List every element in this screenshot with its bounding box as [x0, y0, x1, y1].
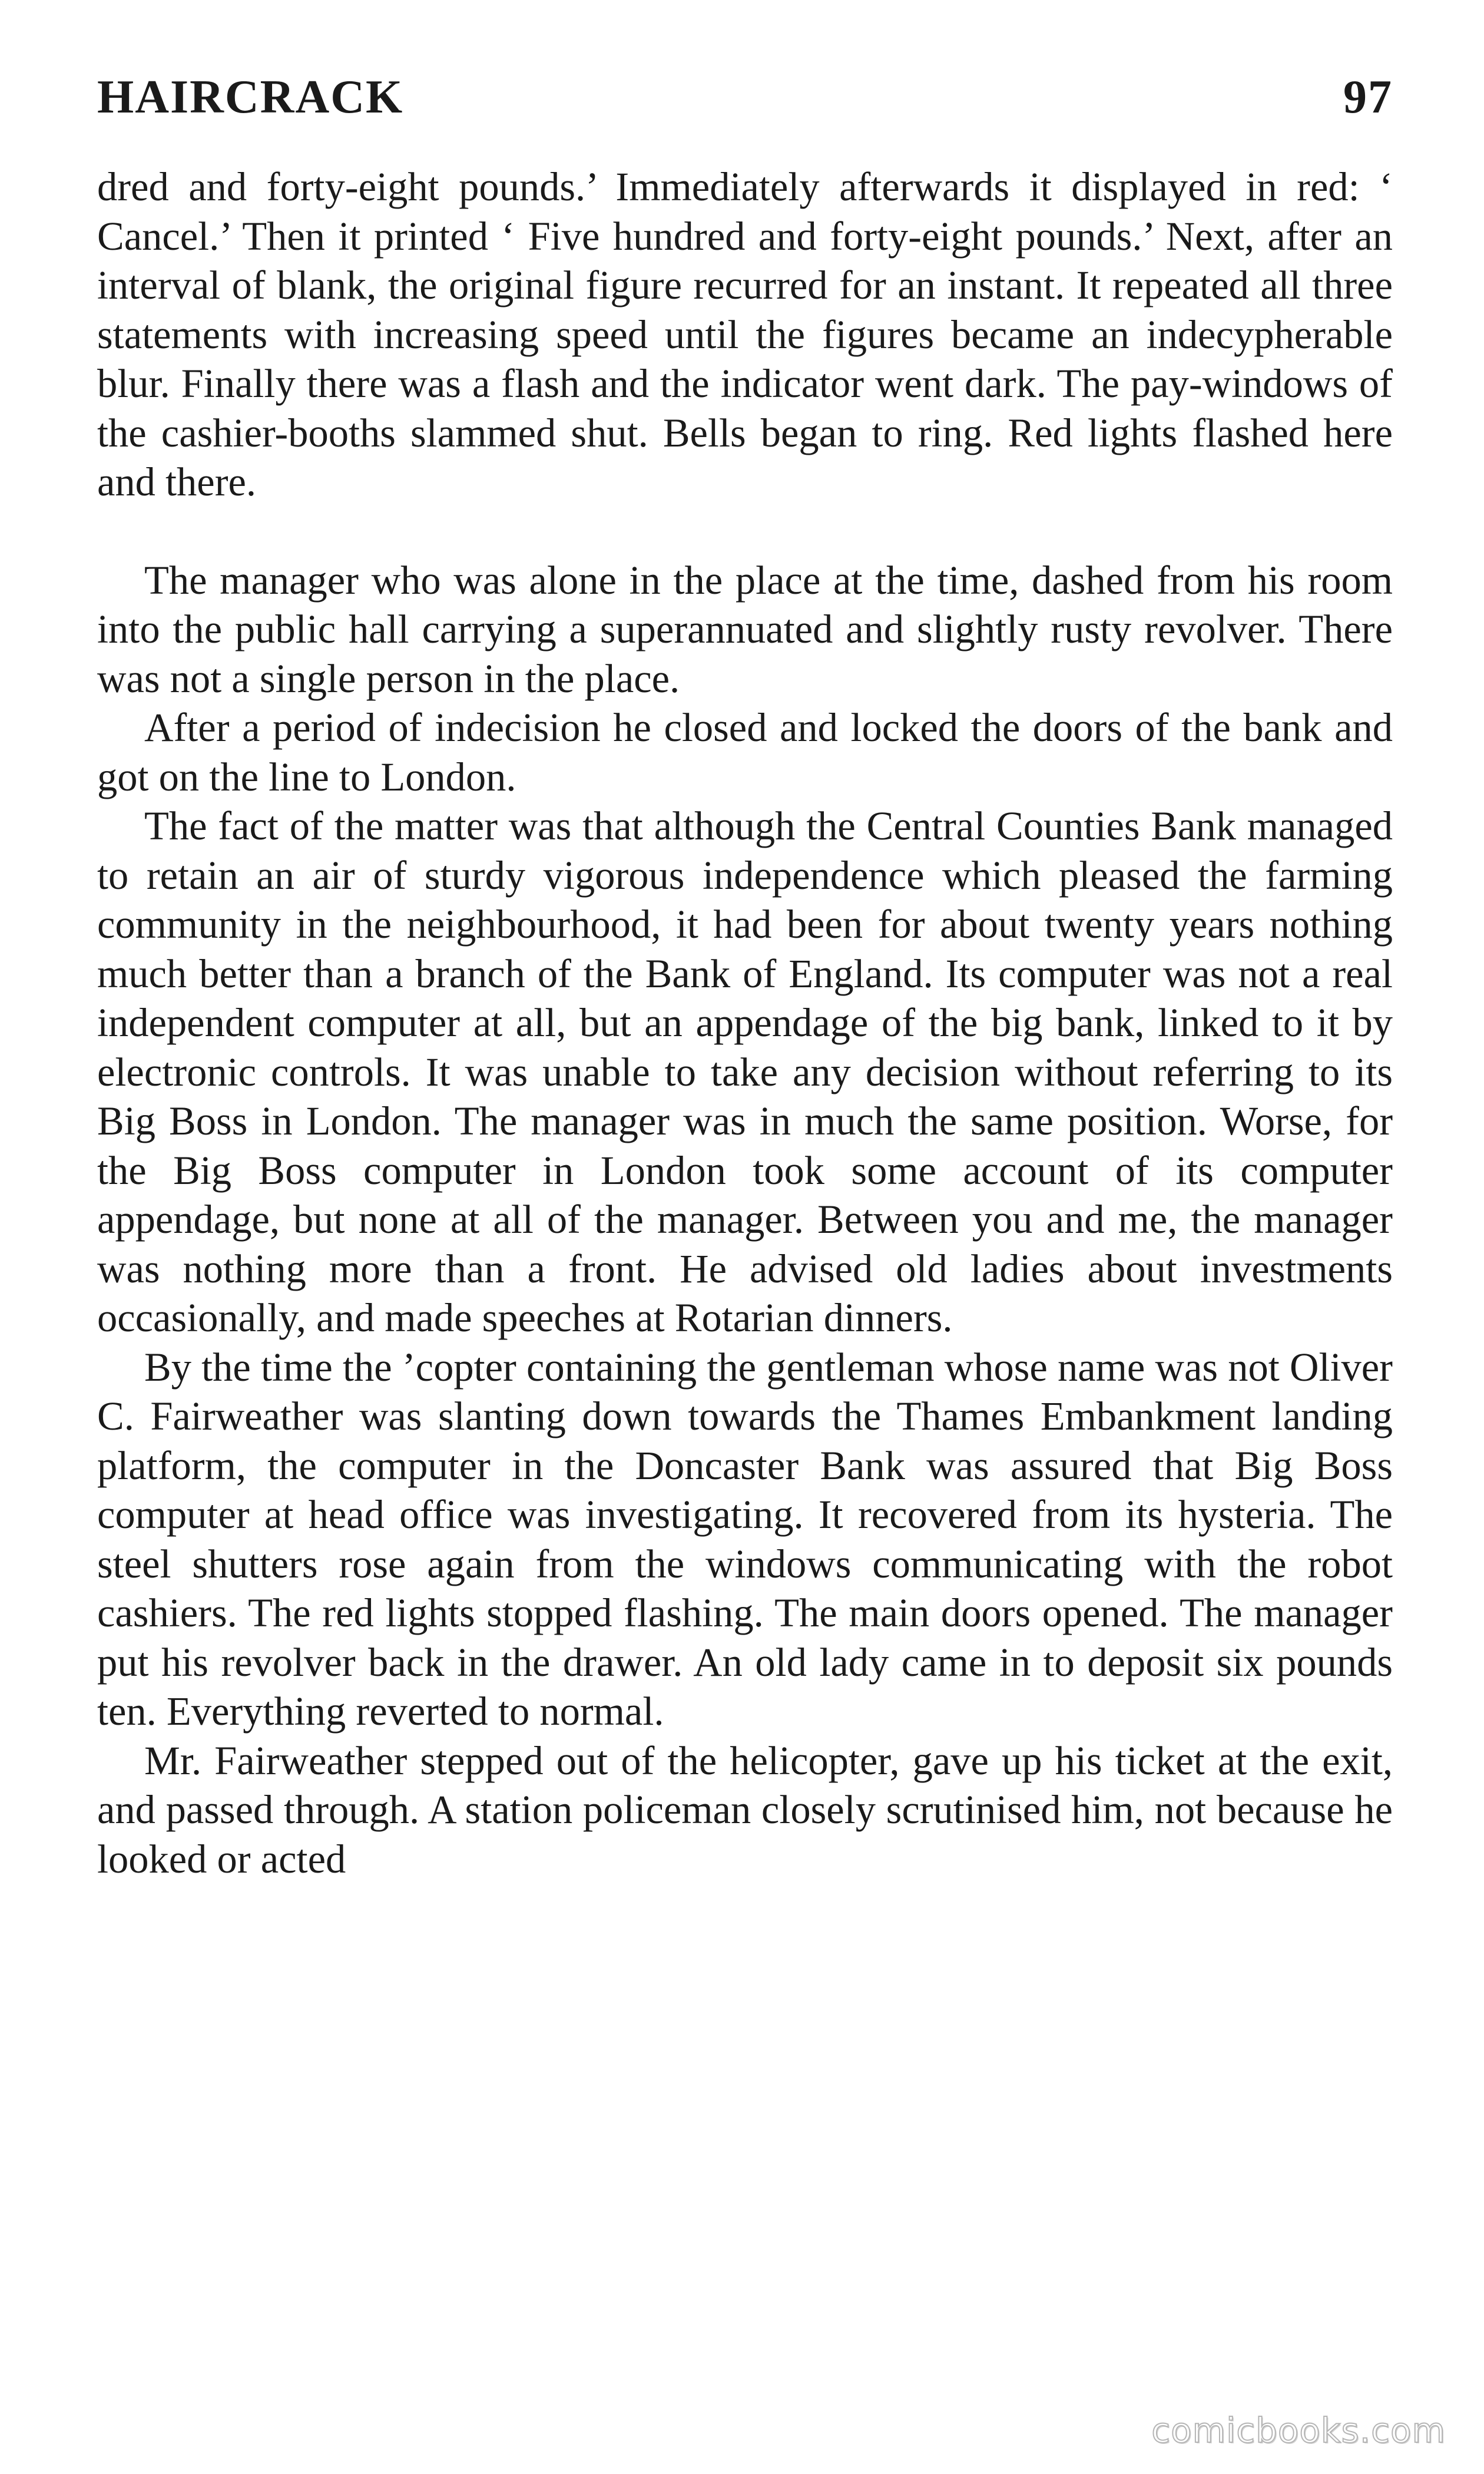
book-page: [97, 71, 1393, 1884]
page-number: 97: [1343, 71, 1393, 123]
watermark: comicbooks.com: [1151, 2410, 1446, 2450]
paragraph: By the time the ’copter containing the gentleman whose name was not Oliver C. Fairweather was slanting down towards the Thames Embankment landing platform, the computer in the Doncaster Bank was assured that Big Boss computer at head office was investigating. It recovered from its hysteria. The steel shutters rose again from the windows communicating with the robot cashiers. The red lights stopped flashing. The main doors opened. The manager put his revolver back in the drawer. An old lady came in to deposit six pounds ten. Everything reverted to normal.: [97, 1344, 1393, 1734]
paragraph: The fact of the matter was that although the Central Counties Bank managed to retain an air of sturdy vigorous independence which pleased the farming community in the neighbourhood, it had been for about twenty years nothing much better than a branch of the Bank of England. Its computer was not a real independent computer at all, but an appendage of the big bank, linked to it by electronic controls. It was unable to take any decision without referring to its Big Boss in London. The manager was in much the same position. Worse, for the Big Boss computer in London took some account of its computer appendage, but none at all of the manager. Between you and me, the manager was nothing more than a front. He advised old ladies about investments occasionally, and made speeches at Rotarian dinners.: [97, 803, 1393, 1340]
paragraph: Mr. Fairweather stepped out of the helicopter, gave up his ticket at the exit, and passed through. A station policeman closely scrutinised him, not because he looked or acted: [97, 1738, 1393, 1881]
running-title: HAIRCRACK: [97, 71, 404, 123]
paragraph-continuation: dred and forty-eight pounds.’ Immediately afterwards it displayed in red: ‘ Cancel.’ Then it printed ‘ Five hundred and forty-eight pounds.’ Next, after an interval of blank, the original figure recurred for an instant. It repeated all three statements with increasing speed until the figures became an indecypherable blur. Finally there was a flash and the indicator went dark. The pay-windows of the cashier-booths slammed shut. Bells began to ring. Red lights flashed here and there.: [97, 164, 1393, 504]
paragraph: The manager who was alone in the place at the time, dashed from his room into the public hall carrying a superannuated and slightly rusty revolver. There was not a single person in the place.: [97, 557, 1393, 701]
running-head: [97, 71, 1393, 141]
body-text: [97, 163, 1393, 1884]
paragraph: After a period of indecision he closed and locked the doors of the bank and got on the line to London.: [97, 705, 1393, 799]
